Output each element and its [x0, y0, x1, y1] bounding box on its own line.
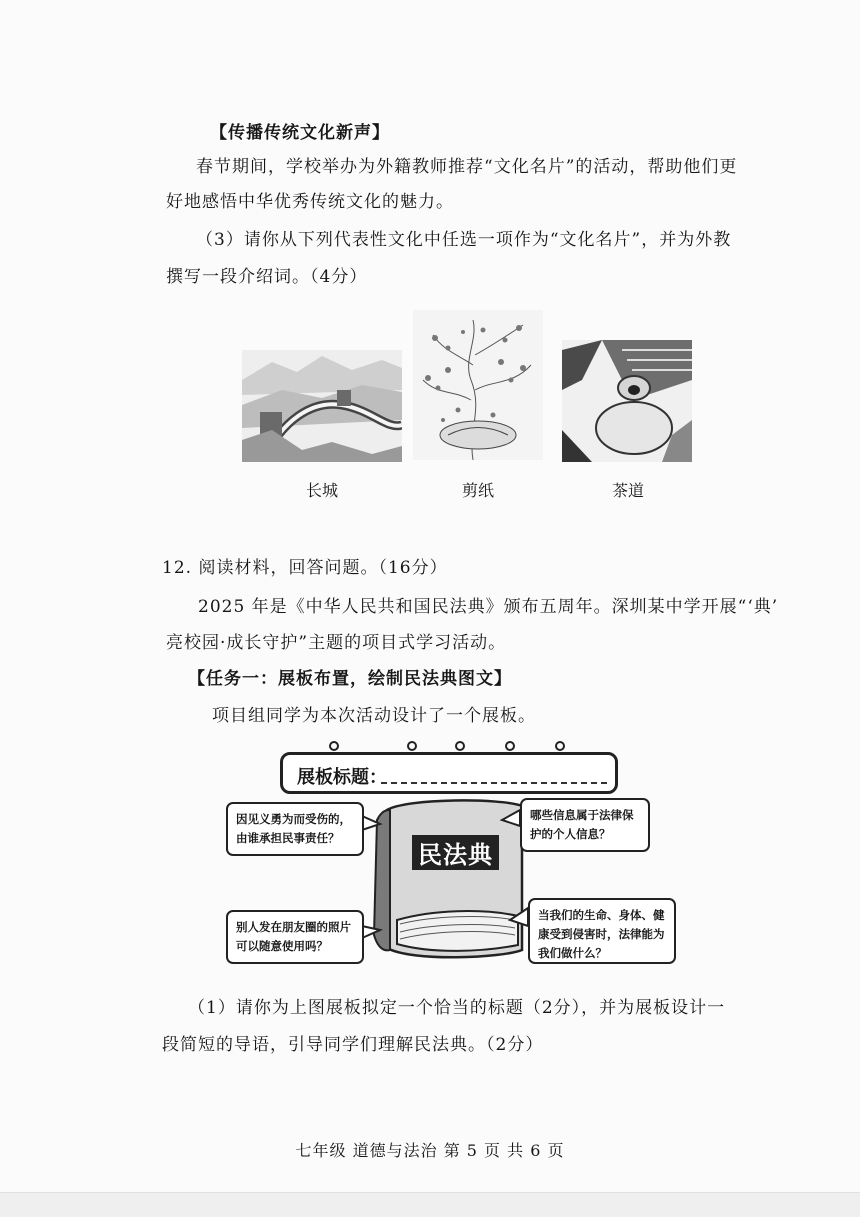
board-title-blank	[381, 782, 607, 784]
board-title-label: 展板标题：	[297, 767, 387, 788]
page-footer: 七年级 道德与法治 第 5 页 共 6 页	[295, 1141, 565, 1160]
board-title-box	[280, 752, 618, 794]
section-heading: 【传播传统文化新声】	[210, 123, 390, 143]
speech-bubble-bottom-left: 别人发在朋友圈的照片可以随意使用吗？	[226, 910, 364, 964]
paragraph-line: 2025 年是《中华人民共和国民法典》颁布五周年。深圳某中学开展“‘典’	[198, 597, 779, 617]
speech-bubble-bottom-right: 当我们的生命、身体、健康受到侵害时，法律能为我们做什么？	[528, 898, 676, 964]
question-line: 段简短的导语，引导同学们理解民法典。（2分）	[162, 1035, 544, 1055]
scan-bottom-edge	[0, 1192, 860, 1217]
display-board-diagram	[222, 740, 680, 965]
picture-caption: 剪纸	[461, 481, 494, 500]
picture-caption: 长城	[305, 481, 338, 500]
question-line: （1）请你为上图展板拟定一个恰当的标题（2分），并为展板设计一	[188, 998, 726, 1018]
paper-cut-image	[413, 310, 543, 460]
speech-bubble-top-left: 因见义勇为而受伤的，由谁承担民事责任？	[226, 802, 364, 856]
picture-caption: 茶道	[611, 481, 644, 500]
question-line: （3）请你从下列代表性文化中任选一项作为“文化名片”，并为外教	[196, 230, 732, 250]
task-heading: 【任务一：展板布置，绘制民法典图文】	[188, 669, 512, 689]
question-title: 12. 阅读材料，回答问题。（16分）	[162, 558, 448, 578]
tea-ceremony-image	[562, 340, 692, 462]
speech-bubble-top-right: 哪些信息属于法律保护的个人信息？	[520, 798, 650, 852]
paragraph-line: 项目组同学为本次活动设计了一个展板。	[212, 706, 536, 726]
civil-code-book-title: 民法典	[412, 835, 499, 870]
paragraph-line: 春节期间，学校举办为外籍教师推荐“文化名片”的活动，帮助他们更	[196, 157, 738, 177]
great-wall-image	[242, 350, 402, 462]
paragraph-line: 亮校园·成长守护”主题的项目式学习活动。	[166, 633, 507, 653]
question-line: 撰写一段介绍词。（4分）	[166, 267, 368, 287]
paragraph-line: 好地感悟中华优秀传统文化的魅力。	[166, 192, 454, 212]
